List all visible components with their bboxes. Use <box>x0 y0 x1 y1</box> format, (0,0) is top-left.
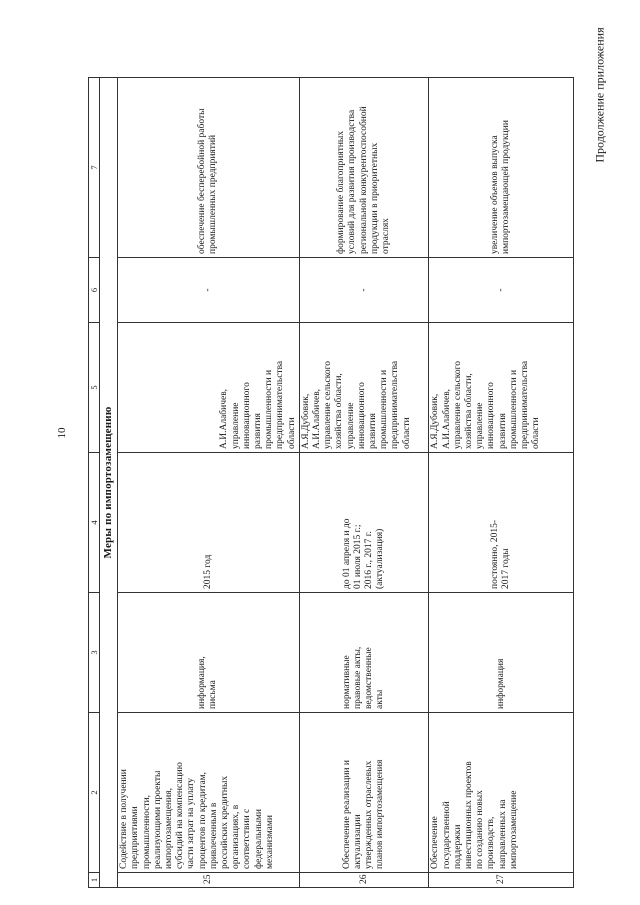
responsible-cell: А.Я.Дубовик, А.И.Алабичев, управление сельского хозяйства области, управление инновационного развития промышленности и предпринимательства области <box>429 323 574 453</box>
column-6-cell: - <box>299 258 429 323</box>
column-number: 3 <box>89 593 100 713</box>
document-cell: информация <box>429 593 574 713</box>
column-number: 7 <box>89 78 100 258</box>
continuation-label: Продолжение приложения <box>592 27 607 163</box>
measure-cell: Обеспечение государственной поддержки инвестиционных проектов по созданию новых производств, направленных на импортозамещение <box>429 713 574 873</box>
result-cell: обеспечение бесперебойной работы промышленных предприятий <box>118 78 300 258</box>
page-number: 10 <box>56 427 68 439</box>
column-6-cell: - <box>429 258 574 323</box>
responsible-cell: А.И.Алабичев, управление инновационного развития промышленности и предпринимательства области <box>118 323 300 453</box>
responsible-cell: А.Я.Дубовик, А.И.Алабичев, управление сельского хозяйства области, управление инновационного развития промышленности и предпринимательства области <box>299 323 429 453</box>
deadline-cell: до 01 апреля и до 01 июля 2015 г.; 2016 г., 2017 г. (актуализация) <box>299 453 429 593</box>
measures-table <box>88 77 574 888</box>
deadline-cell: постоянно, 2015- 2017 годы <box>429 453 574 593</box>
document-cell: информация, письма <box>118 593 300 713</box>
result-cell: формирование благоприятных условий для развития производства региональной конкурентоспособной продукции в приоритетных отраслях <box>299 78 429 258</box>
document-cell: нормативные правовые акты, ведомственные акты <box>299 593 429 713</box>
table-row <box>118 78 300 888</box>
row-number: 26 <box>299 873 429 888</box>
table-row <box>299 78 429 888</box>
section-title: Меры по импортозамещению <box>100 78 118 888</box>
column-number-row <box>89 78 100 888</box>
column-number: 1 <box>89 873 100 888</box>
section-row <box>100 78 118 888</box>
column-number: 6 <box>89 258 100 323</box>
measure-cell: Обеспечение реализации и актуализации утвержденных отраслевых планов импортозамещения <box>299 713 429 873</box>
column-number: 5 <box>89 323 100 453</box>
row-number: 25 <box>118 873 300 888</box>
row-number: 27 <box>429 873 574 888</box>
table-row <box>429 78 574 888</box>
deadline-cell: 2015 год <box>118 453 300 593</box>
measure-cell: Содействие в получении предприятиями промышленности, реализующими проекты импортозамещения, субсидий на компенсацию части затрат на уплату процентов по кредитам, привлеченным в российских кредитных организациях, в соответствии с федеральными механизмами <box>118 713 300 873</box>
column-number: 4 <box>89 453 100 593</box>
column-6-cell: - <box>118 258 300 323</box>
result-cell: увеличение объемов выпуска импортозамещающей продукции <box>429 78 574 258</box>
column-number: 2 <box>89 713 100 873</box>
measures-table-wrap <box>88 78 574 888</box>
